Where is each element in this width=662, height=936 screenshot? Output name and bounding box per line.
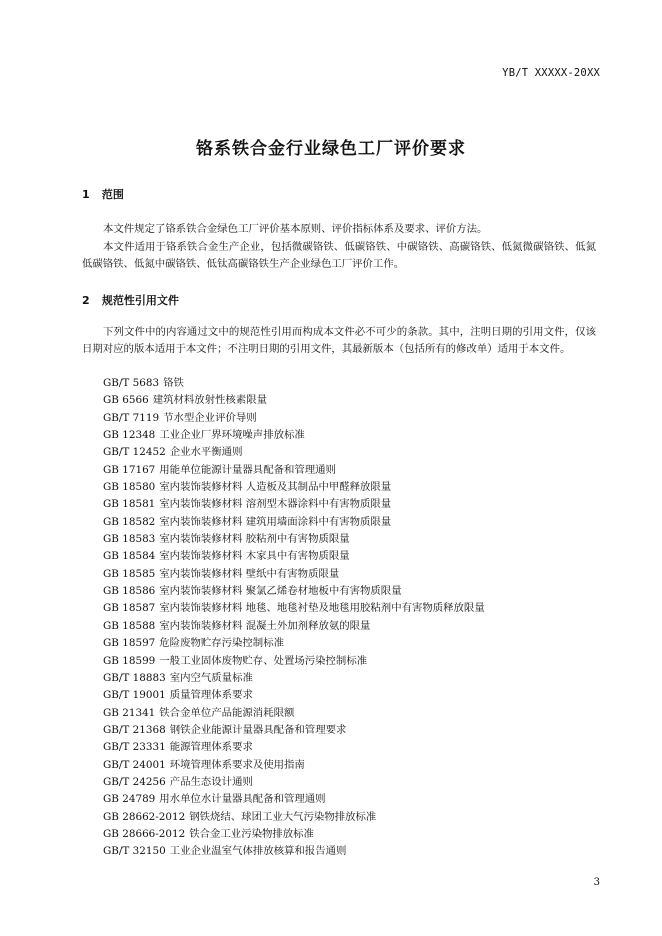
reference-title: 室内装饰装修材料 聚氯乙烯卷材地板中有害物质限量 (159, 585, 402, 598)
scope-paragraph-2: 本文件适用于铬系铁合金生产企业，包括微碳铬铁、低碳铬铁、中碳铬铁、高碳铬铁、低氮微碳铬铁、低氮低碳铬铁、低氮中碳铬铁、低钛高碳铬铁生产企业绿色工厂评价工作。 (82, 241, 596, 271)
reference-title: 室内装饰装修材料 胶粘剂中有害物质限量 (159, 533, 350, 546)
reference-code: GB 18588 (103, 619, 156, 632)
reference-code: GB 28662-2012 (103, 810, 186, 823)
reference-code: GB 12348 (103, 429, 156, 442)
references-intro-paragraph: 下列文件中的内容通过文中的规范性引用而构成本文件必不可少的条款。其中，注明日期的引用文件，仅该日期对应的版本适用于本文件；不注明日期的引用文件，其最新版本（包括所有的修改单）适用于本文件。 (82, 326, 596, 356)
reference-code: GB 24789 (103, 793, 156, 806)
reference-code: GB 18586 (103, 585, 156, 598)
section-number: 1 (82, 188, 90, 201)
reference-item (103, 479, 485, 496)
section-heading-scope (82, 186, 124, 202)
reference-item (103, 618, 485, 635)
reference-item (103, 566, 485, 583)
reference-title: 铁合金单位产品能源消耗限额 (159, 706, 295, 719)
reference-title: 室内装饰装修材料 建筑用墙面涂料中有害物质限量 (159, 515, 392, 528)
reference-item (103, 670, 485, 687)
reference-title: 钢铁烧结、球团工业大气污染物排放标准 (189, 810, 377, 823)
reference-code: GB/T 12452 (103, 446, 166, 459)
reference-code: GB 6566 (103, 394, 149, 407)
reference-code: GB/T 23331 (103, 741, 166, 754)
reference-title: 用能单位能源计量器具配备和管理通则 (159, 463, 336, 476)
reference-code: GB 21341 (103, 706, 156, 719)
section-title: 规范性引用文件 (101, 294, 179, 307)
reference-code: GB 17167 (103, 463, 156, 476)
reference-code: GB 18581 (103, 498, 156, 511)
document-title: 铬系铁合金行业绿色工厂评价要求 (196, 139, 466, 159)
reference-title: 危险废物贮存污染控制标准 (159, 637, 284, 650)
reference-title: 室内空气质量标准 (169, 671, 253, 684)
reference-item (103, 774, 485, 791)
section-heading-normative-references (82, 292, 179, 308)
section-title: 范围 (101, 188, 124, 201)
reference-item (103, 548, 485, 565)
reference-title: 能源管理体系要求 (169, 741, 253, 754)
reference-title: 节水型企业评价导则 (163, 411, 257, 424)
reference-item (103, 843, 485, 860)
reference-title: 钢铁企业能源计量器具配备和管理要求 (169, 723, 347, 736)
reference-title: 一般工业固体废物贮存、处置场污染控制标准 (159, 654, 368, 667)
reference-code: GB 18587 (103, 602, 156, 615)
reference-item (103, 375, 485, 392)
reference-item (103, 600, 485, 617)
reference-list (103, 375, 485, 861)
reference-title: 环境管理体系要求及使用指南 (169, 758, 305, 771)
reference-title: 室内装饰装修材料 壁纸中有害物质限量 (159, 567, 340, 580)
reference-title: 产品生态设计通则 (169, 775, 253, 788)
reference-title: 建筑材料放射性核素限量 (152, 394, 267, 407)
reference-code: GB/T 7119 (103, 411, 160, 424)
reference-title: 室内装饰装修材料 木家具中有害物质限量 (159, 550, 350, 563)
reference-title: 室内装饰装修材料 地毯、地毯衬垫及地毯用胶粘剂中有害物质释放限量 (159, 602, 485, 615)
reference-item (103, 462, 485, 479)
reference-item (103, 739, 485, 756)
reference-item (103, 826, 485, 843)
reference-code: GB 18582 (103, 515, 156, 528)
reference-code: GB/T 21368 (103, 723, 166, 736)
reference-code: GB/T 24001 (103, 758, 166, 771)
reference-item (103, 809, 485, 826)
reference-title: 室内装饰装修材料 人造板及其制品中甲醛释放限量 (159, 481, 392, 494)
reference-code: GB 18584 (103, 550, 156, 563)
reference-code: GB 18583 (103, 533, 156, 546)
reference-title: 室内装饰装修材料 混凝土外加剂释放氨的限量 (159, 619, 371, 632)
page-number: 3 (593, 877, 600, 888)
scope-paragraph-1: 本文件规定了铬系铁合金绿色工厂评价基本原则、评价指标体系及要求、评价方法。 (103, 223, 488, 235)
reference-item (103, 444, 485, 461)
reference-title: 企业水平衡通则 (169, 446, 243, 459)
reference-code: GB/T 32150 (103, 845, 166, 858)
reference-code: GB/T 19001 (103, 689, 166, 702)
reference-code: GB 18580 (103, 481, 156, 494)
reference-item (103, 757, 485, 774)
reference-item (103, 791, 485, 808)
reference-item (103, 687, 485, 704)
reference-code: GB/T 5683 (103, 377, 160, 389)
section-number: 2 (82, 294, 90, 307)
standard-code: YB/T XXXXX-20XX (502, 67, 600, 79)
reference-item (103, 705, 485, 722)
reference-title: 质量管理体系要求 (169, 689, 253, 702)
reference-item (103, 392, 485, 409)
reference-title: 铁合金工业污染物排放标准 (189, 827, 314, 840)
reference-title: 室内装饰装修材料 溶剂型木器涂料中有害物质限量 (159, 498, 392, 511)
reference-item (103, 410, 485, 427)
reference-code: GB/T 24256 (103, 775, 166, 788)
reference-item (103, 722, 485, 739)
reference-item (103, 531, 485, 548)
reference-item (103, 653, 485, 670)
reference-item (103, 427, 485, 444)
reference-item (103, 583, 485, 600)
reference-item (103, 635, 485, 652)
reference-code: GB/T 18883 (103, 671, 166, 684)
reference-title: 工业企业温室气体排放核算和报告通则 (169, 845, 347, 858)
reference-code: GB 18599 (103, 654, 156, 667)
reference-title: 用水单位水计量器具配备和管理通则 (159, 793, 326, 806)
reference-title: 工业企业厂界环境噪声排放标准 (159, 429, 305, 442)
reference-code: GB 18585 (103, 567, 156, 580)
reference-title: 铬铁 (163, 377, 184, 389)
reference-item (103, 496, 485, 513)
reference-item (103, 514, 485, 531)
reference-code: GB 28666-2012 (103, 827, 186, 840)
reference-code: GB 18597 (103, 637, 156, 650)
